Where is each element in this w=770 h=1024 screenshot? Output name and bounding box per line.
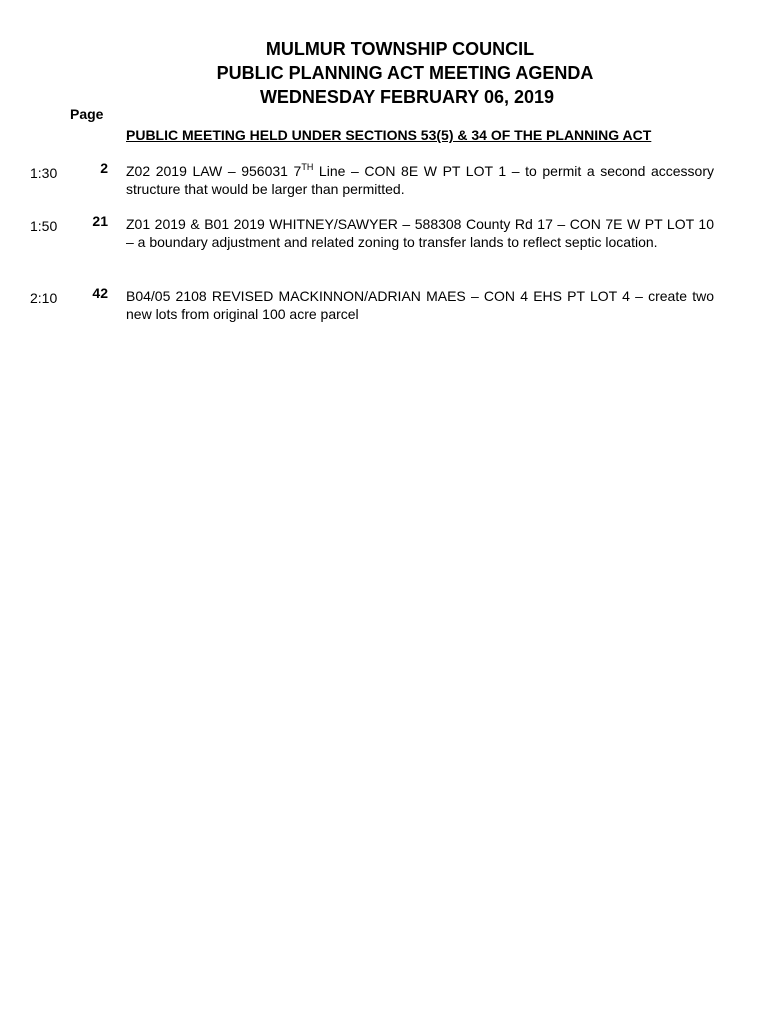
page-column-label: Page — [70, 106, 104, 122]
item-time: 1:50 — [30, 218, 58, 234]
council-name: MULMUR TOWNSHIP COUNCIL — [265, 39, 535, 59]
item-description: B04/05 2108 REVISED MACKINNON/ADRIAN MAES – CON 4 EHS PT LOT 4 – create two new lots from original 100 acre parcel — [126, 288, 714, 322]
item-description: Z01 2019 & B01 2019 WHITNEY/SAWYER – 588308 County Rd 17 – CON 7E W PT LOT 10 – a boundary adjustment and related zoning to transfer lands to reflect septic location. — [126, 216, 714, 250]
item-description: Z02 2019 LAW – 956031 7TH Line – CON 8E W PT LOT 1 – to permit a second accessory structure that would be larger than permitted. — [126, 162, 714, 197]
item-time: 1:30 — [30, 165, 58, 181]
item-time: 2:10 — [30, 290, 58, 306]
meeting-date: WEDNESDAY FEBRUARY 06, 2019 — [259, 87, 555, 107]
ordinal-superscript: TH — [301, 162, 314, 172]
item-page-number: 21 — [92, 213, 108, 229]
agenda-type: PUBLIC PLANNING ACT MEETING AGENDA — [216, 63, 594, 83]
section-heading: PUBLIC MEETING HELD UNDER SECTIONS 53(5) & 34 OF THE PLANNING ACT — [126, 127, 652, 143]
item-page-number: 42 — [92, 285, 108, 301]
agenda-title — [0, 37, 770, 109]
item-page-number: 2 — [100, 160, 108, 176]
